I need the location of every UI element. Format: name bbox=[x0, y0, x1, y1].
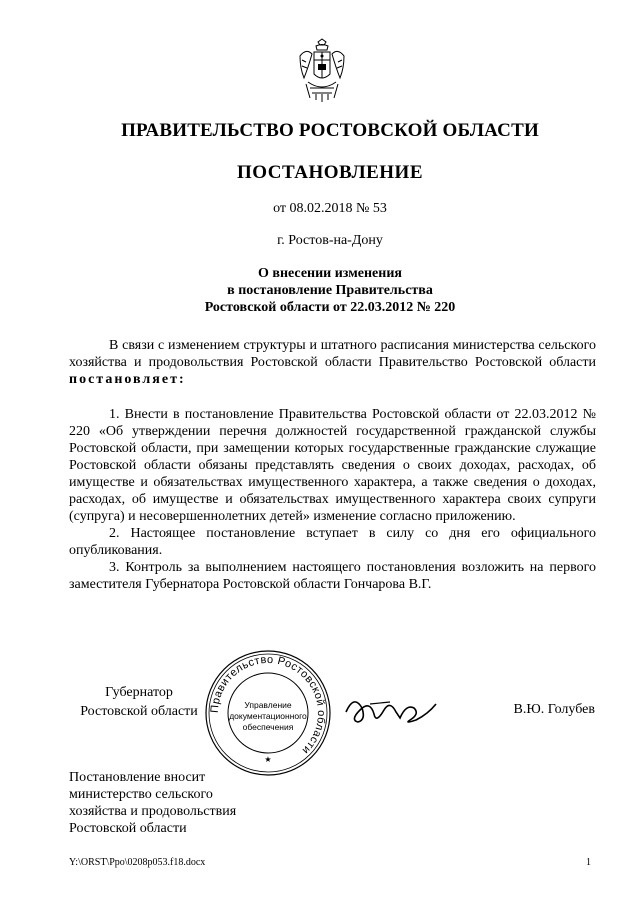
signer-name: В.Ю. Голубев bbox=[513, 702, 595, 717]
submitted-by-line: министерство сельского bbox=[69, 787, 213, 802]
official-stamp bbox=[203, 648, 333, 778]
stamp-star-icon: ★ bbox=[264, 755, 272, 764]
government-title: ПРАВИТЕЛЬСТВО РОСТОВСКОЙ ОБЛАСТИ bbox=[121, 120, 539, 141]
submitted-by-line: хозяйства и продовольствия bbox=[69, 804, 237, 819]
decree-item: 1. Внести в постановление Правительства Ростовской области от 22.03.2012 № 220 «Об утверждении перечня должностей государственной гражданской службы Ростовской области, при замещении которых государственные гражданские служащие Ростовской области обязаны представлять сведения о своих доходах, расходах, об имуществе и обязательствах имущественного характера, а также сведения о доходах, расходах, об имуществе и обязательствах имущественного характера своих супруги (супруга) и несовершеннолетних детей» изменение согласно приложению. bbox=[69, 407, 596, 524]
document-date-number: от 08.02.2018 № 53 bbox=[273, 201, 387, 216]
signatory-position bbox=[69, 683, 209, 721]
handwritten-signature bbox=[340, 690, 440, 730]
decree-word: постановляет: bbox=[69, 372, 186, 387]
footer-file-path: Y:\ORST\Ppo\0208p053.f18.docx bbox=[69, 857, 206, 868]
stamp-outer-text: Правительство Ростовской области bbox=[208, 653, 328, 757]
preamble bbox=[69, 337, 596, 388]
subject-line: О внесении изменения bbox=[258, 266, 402, 281]
signatory-position-line: Губернатор bbox=[105, 685, 173, 700]
stamp-inner-line: Управление bbox=[244, 700, 292, 710]
submitted-by-line: Ростовской области bbox=[69, 821, 187, 836]
page-number: 1 bbox=[586, 857, 591, 868]
document-city: г. Ростов-на-Дону bbox=[277, 233, 383, 248]
decree-items bbox=[69, 406, 596, 593]
preamble-text: В связи с изменением структуры и штатного расписания министерства сельского хозяйства и продовольствия Ростовской области Правительство Ростовской области bbox=[69, 338, 596, 370]
document-type: ПОСТАНОВЛЕНИЕ bbox=[236, 162, 424, 183]
preamble-paragraph bbox=[69, 337, 596, 388]
decree-item: 3. Контроль за выполнением настоящего постановления возложить на первого заместителя Губернатора Ростовской области Гончарова В.Г. bbox=[69, 560, 596, 592]
stamp-inner-line: обеспечения bbox=[242, 722, 294, 732]
stamp-inner-line: документационного bbox=[229, 711, 307, 721]
subject-line: в постановление Правительства bbox=[227, 283, 433, 298]
subject-line: Ростовской области от 22.03.2012 № 220 bbox=[204, 300, 456, 315]
submitted-by-line: Постановление вносит bbox=[69, 770, 206, 785]
document-subject bbox=[60, 265, 600, 316]
signatory-position-line: Ростовской области bbox=[80, 704, 198, 719]
coat-of-arms-icon bbox=[296, 38, 348, 104]
submitted-by bbox=[69, 769, 236, 837]
decree-item: 2. Настоящее постановление вступает в силу со дня его официального опубликования. bbox=[69, 526, 596, 558]
